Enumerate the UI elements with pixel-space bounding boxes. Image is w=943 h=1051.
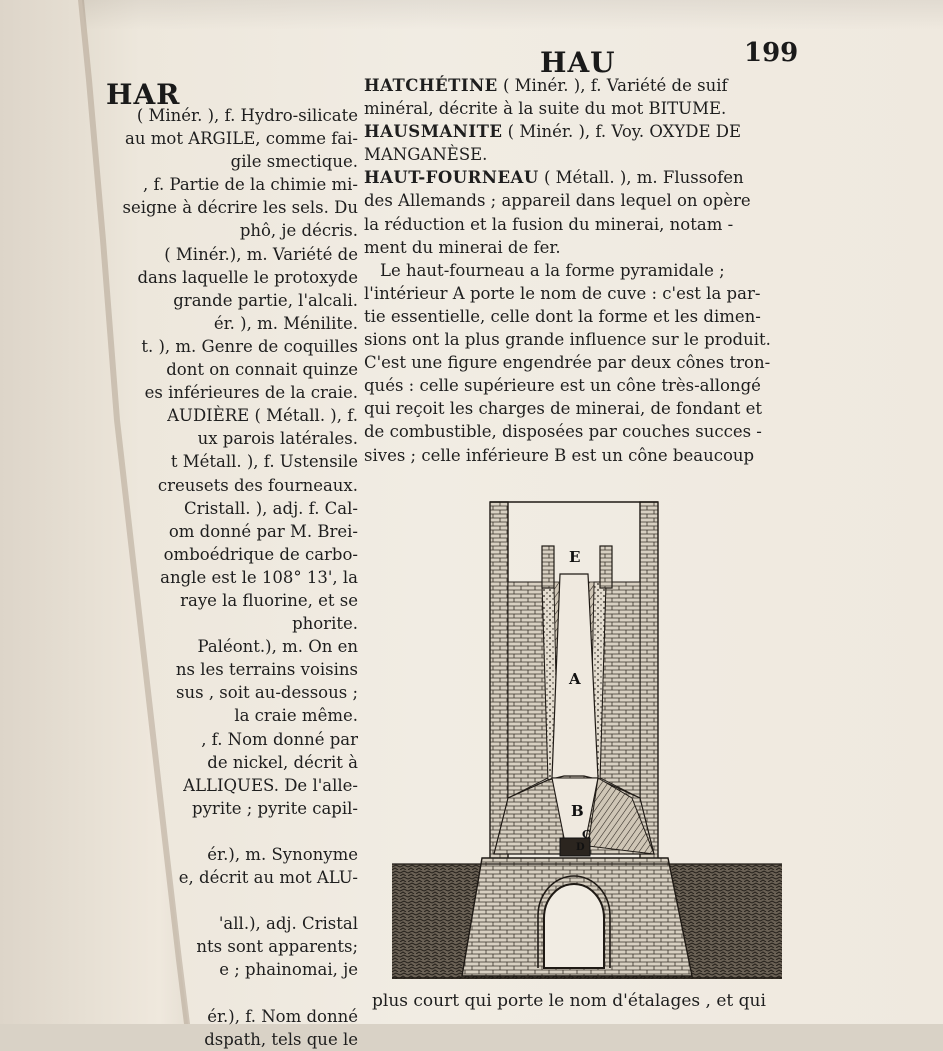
right-column-line (364, 143, 796, 166)
left-column-line: om donné par M. Brei- (168, 521, 358, 541)
left-column-line: AUDIÈRE ( Métall. ), f. (167, 406, 358, 426)
label-C: C (582, 828, 591, 841)
entry-text: sions ont la plus grande influence sur le produit. (364, 330, 771, 350)
entry-headword: HAUSMANITE (364, 122, 503, 142)
right-column-line (364, 189, 796, 212)
bottom-text-line: plus court qui porte le nom d'étalages , et qui (372, 991, 766, 1011)
left-column-line: nts sont apparents; (196, 937, 358, 957)
left-column-line: de nickel, décrit à (207, 752, 358, 772)
furnace-diagram (392, 498, 782, 986)
left-column-line: e, décrit au mot ALU- (178, 868, 358, 888)
right-column-line (364, 328, 796, 351)
entry-text: tie essentielle, celle dont la forme et les dimen- (364, 306, 761, 326)
right-column-line (364, 374, 796, 397)
right-column (364, 74, 796, 467)
entry-text: de combustible, disposées par couches succes - (364, 422, 762, 442)
left-column-line: omboédrique de carbo- (163, 544, 358, 564)
label-D: D (576, 842, 585, 853)
entry-text: Le haut-fourneau a la forme pyramidale ; (380, 260, 725, 280)
entry-text: ( Minér. ), f. Voy. OXYDE DE (507, 122, 742, 142)
right-column-line (364, 97, 796, 120)
left-column-line: creusets des fourneaux. (157, 475, 358, 495)
right-column-line (364, 236, 796, 259)
left-column-line: ALLIQUES. De l'alle- (183, 775, 358, 795)
left-column-line: ér. ), m. Ménilite. (213, 313, 358, 333)
entry-text: ( Minér. ), f. Variété de suif (502, 76, 728, 95)
entry-text: la réduction et la fusion du minerai, notam - (364, 214, 734, 234)
right-column-line (364, 305, 796, 328)
left-column-line: dans laquelle le protoxyde (137, 267, 358, 287)
left-column-line: Paléont.), m. On en (197, 637, 358, 657)
left-column-line: t. ), m. Genre de coquilles (141, 336, 358, 356)
entry-text: sives ; celle inférieure B est un cône beaucoup (364, 445, 755, 465)
blast-furnace-figure (392, 498, 782, 986)
left-column-line: dspath, tels que le (204, 1029, 358, 1049)
left-column-line: sus , soit au-dessous ; (176, 683, 358, 703)
left-column-line: ( Minér. ), f. Hydro-silicate (136, 106, 358, 125)
entry-text: ment du minerai de fer. (364, 237, 561, 257)
left-column-line: gile smectique. (230, 152, 358, 172)
left-column-line: pyrite ; pyrite capil- (192, 798, 358, 818)
left-column-line: e ; phainomai, je (219, 960, 358, 980)
right-column-line (364, 420, 796, 443)
right-column-line (364, 74, 796, 97)
left-column-line: dont on connait quinze (166, 360, 358, 380)
right-column-line (364, 282, 796, 305)
entry-text: minéral, décrite à la suite du mot BITUME. (364, 99, 727, 119)
left-column-line: phô, je décris. (239, 221, 358, 241)
right-column-line (364, 166, 796, 189)
right-column-line (364, 120, 796, 143)
entry-text: ( Métall. ), m. Flussofen (543, 168, 744, 188)
left-column-line: ér.), m. Synonyme (207, 845, 358, 864)
left-column-line: raye la fluorine, et se (180, 590, 358, 610)
right-column-line (364, 213, 796, 236)
label-A: A (569, 670, 581, 688)
entry-text: C'est une figure engendrée par deux cônes tron- (364, 353, 771, 373)
page-number: 199 (744, 38, 799, 68)
left-column-line: la craie même. (234, 706, 358, 726)
right-running-head: HAU (540, 46, 616, 79)
left-column-line: au mot ARGILE, comme fai- (125, 129, 358, 149)
right-column-line (364, 259, 796, 282)
top-shadow (0, 0, 943, 30)
entry-text: des Allemands ; appareil dans lequel on opère (364, 191, 751, 211)
left-column-line: 'all.), adj. Cristal (218, 914, 358, 934)
left-column-line: ér.), f. Nom donné (207, 1006, 358, 1026)
left-column-line: ux parois latérales. (197, 429, 358, 449)
left-column-line: ( Minér.), m. Variété de (164, 244, 358, 264)
label-B: B (571, 802, 584, 820)
entry-headword: HAUT-FOURNEAU (364, 168, 539, 188)
left-column-line: seigne à décrire les sels. Du (122, 198, 358, 218)
right-column-line (364, 444, 796, 467)
left-column-line: phorite. (292, 614, 358, 634)
entry-headword: HATCHÉTINE (364, 76, 498, 95)
left-column-line: Cristall. ), adj. f. Cal- (183, 498, 358, 518)
left-column-line: ns les terrains voisins (175, 660, 358, 680)
left-column-line: t Métall. ), f. Ustensile (170, 452, 358, 472)
right-throat-pillar (600, 546, 612, 588)
bottom-text (372, 990, 812, 1013)
label-E: E (569, 548, 581, 566)
entry-text: qui reçoit les charges de minerai, de fondant et (364, 399, 762, 419)
entry-text: MANGANÈSE. (364, 145, 488, 165)
entry-text: qués : celle supérieure est un cône très-allongé (364, 376, 761, 396)
right-column-line (364, 351, 796, 374)
left-running-head: HAR (106, 78, 181, 111)
left-column-line: grande partie, l'alcali. (173, 290, 358, 310)
entry-text: l'intérieur A porte le nom de cuve : c'est la par- (364, 283, 761, 303)
left-column-line: es inférieures de la craie. (144, 383, 358, 403)
left-column-line: , f. Nom donné par (201, 729, 358, 749)
left-column-line: angle est le 108° 13', la (160, 567, 358, 587)
right-inner-brickwork (600, 582, 640, 798)
left-inner-brickwork (508, 582, 548, 798)
tuyere-arch (544, 884, 604, 968)
left-column-line: , f. Partie de la chimie mi- (142, 175, 358, 195)
left-throat-pillar (542, 546, 554, 588)
right-column-line (364, 397, 796, 420)
